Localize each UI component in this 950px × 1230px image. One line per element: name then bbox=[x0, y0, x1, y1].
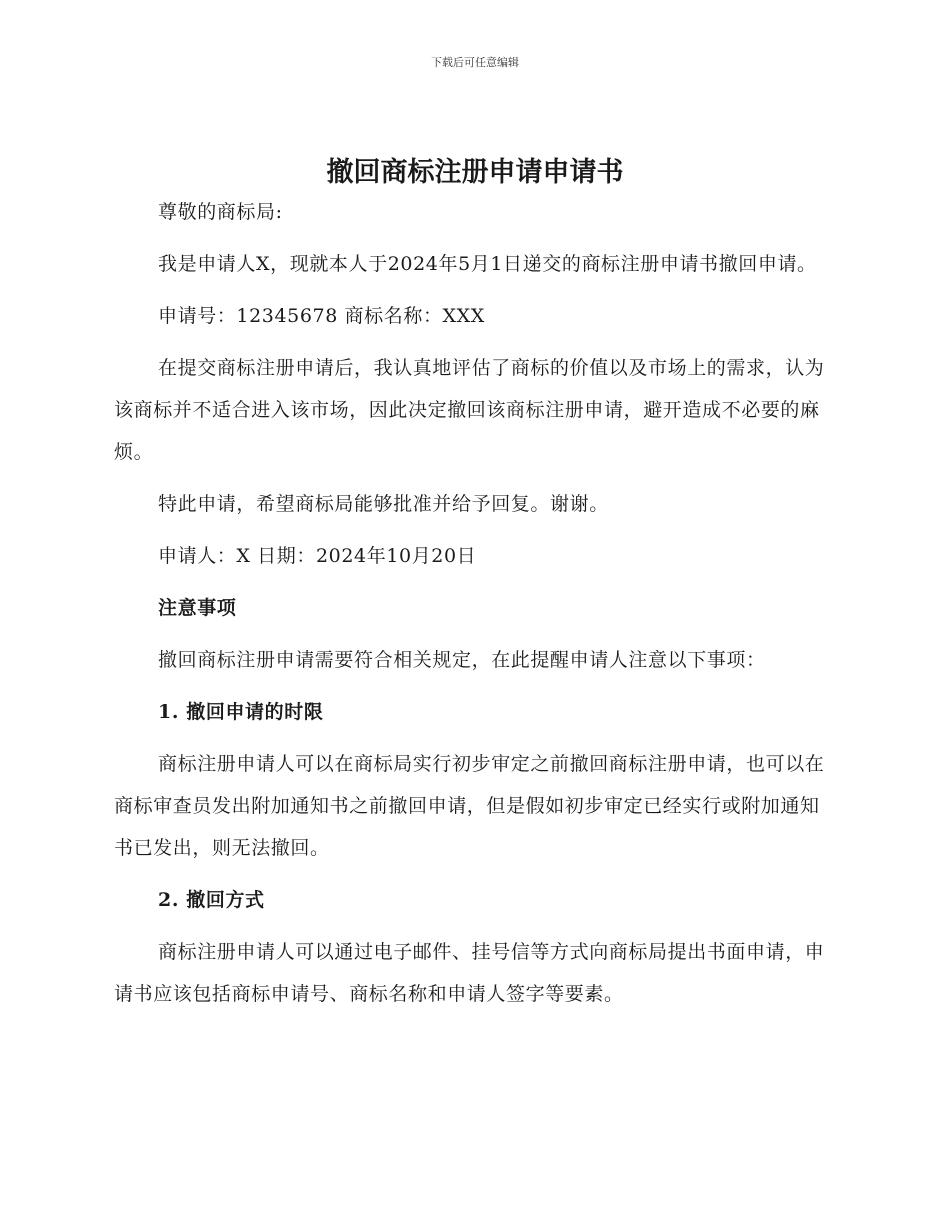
intro-paragraph: 我是申请人X，现就本人于2024年5月1日递交的商标注册申请书撤回申请。 bbox=[158, 253, 817, 275]
notes-heading: 注意事项 bbox=[158, 597, 237, 619]
section1-heading: 1. 撤回申请的时限 bbox=[158, 701, 324, 723]
document-title: 撤回商标注册申请申请书 bbox=[326, 157, 624, 188]
reason-paragraph: 在提交商标注册申请后，我认真地评估了商标的价值以及市场上的需求，认为该商标并不适合进入该市场，因此决定撤回该商标注册申请，避开造成不必要的麻烦。 bbox=[114, 357, 825, 463]
salutation: 尊敬的商标局: bbox=[158, 201, 283, 223]
section1-text: 商标注册申请人可以在商标局实行初步审定之前撤回商标注册申请，也可以在商标审查员发出附加通知书之前撤回申请，但是假如初步审定已经实行或附加通知书已发出，则无法撤回。 bbox=[114, 753, 825, 859]
notes-intro: 撤回商标注册申请需要符合相关规定，在此提醒申请人注意以下事项： bbox=[158, 649, 766, 671]
signature-line: 申请人：X 日期：2024年10月20日 bbox=[158, 545, 477, 567]
application-info: 申请号：12345678 商标名称：XXX bbox=[158, 305, 485, 327]
header-note: 下载后可任意编辑 bbox=[431, 56, 519, 69]
closing-paragraph: 特此申请，希望商标局能够批准并给予回复。谢谢。 bbox=[158, 493, 609, 515]
document-body bbox=[114, 191, 832, 1015]
section2-text: 商标注册申请人可以通过电子邮件、挂号信等方式向商标局提出书面申请，申请书应该包括商标申请号、商标名称和申请人签字等要素。 bbox=[114, 941, 825, 1005]
section2-heading: 2. 撤回方式 bbox=[158, 889, 265, 911]
